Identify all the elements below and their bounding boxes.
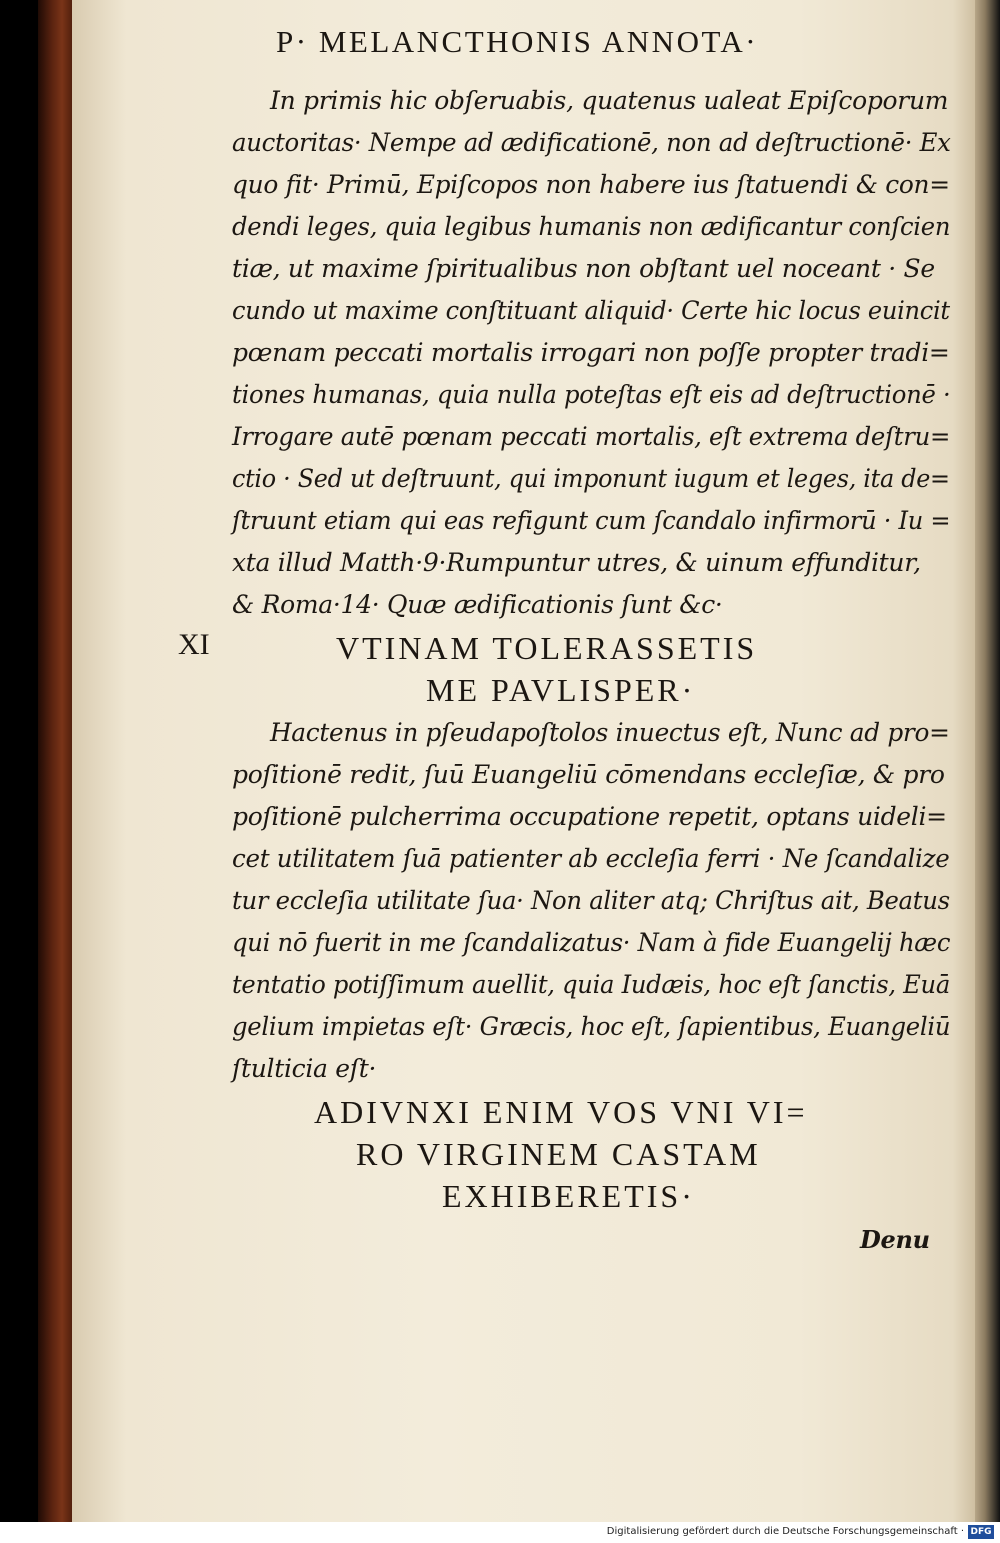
section-heading: RO VIRGINEM CASTAM bbox=[356, 1136, 761, 1172]
margin-numeral: XI bbox=[178, 628, 210, 661]
text-line: qui nō fuerit in me ſcandalizatus· Nam à fide Euangelij hæc bbox=[232, 928, 951, 957]
text-line: tentatio potiſſimum auellit, quia Iudæis, hoc eſt ſanctis, Euā bbox=[232, 970, 950, 999]
text-line: cet utilitatem ſuā patienter ab eccleſia ferri · Ne ſcandalize bbox=[232, 844, 950, 873]
text-line: tiæ, ut maxime ſpiritualibus non obſtant uel noceant · Se bbox=[232, 254, 935, 283]
text-line: cundo ut maxime conſtituant aliquid· Certe hic locus euincit bbox=[232, 296, 950, 325]
text-line: dendi leges, quia legibus humanis non ædificantur conſcien bbox=[232, 212, 951, 241]
catchword: Denu bbox=[860, 1225, 930, 1254]
text-line: tur eccleſia utilitate ſua· Non aliter atq; Chriſtus ait, Beatus bbox=[232, 886, 950, 915]
section-heading: VTINAM TOLERASSETIS bbox=[336, 630, 758, 666]
section-heading: ME PAVLISPER· bbox=[426, 672, 696, 708]
text-line: Irrogare autē pœnam peccati mortalis, eſt extrema deſtru= bbox=[232, 422, 951, 451]
text-line: & Roma·14· Quæ ædificationis ſunt &c· bbox=[232, 590, 723, 619]
section-heading: ADIVNXI ENIM VOS VNI VI= bbox=[314, 1094, 808, 1130]
section-heading: EXHIBERETIS· bbox=[442, 1178, 695, 1214]
running-head: P· MELANCTHONIS ANNOTA· bbox=[276, 24, 759, 59]
footer-credit: Digitalisierung gefördert durch die Deutsche Forschungsgemeinschaft · bbox=[606, 1526, 964, 1537]
page-right-edge bbox=[975, 0, 1000, 1522]
footer-bar bbox=[0, 1522, 1000, 1543]
text-line: auctoritas· Nempe ad ædificationē, non ad deſtructionē· Ex bbox=[232, 128, 951, 157]
text-line: poſitionē redit, ſuū Euangeliū cōmendans eccleſiæ, & pro bbox=[232, 760, 945, 789]
text-line: xta illud Matth·9·Rumpuntur utres, & uinum effunditur, bbox=[232, 548, 921, 577]
text-line: ſtulticia eſt· bbox=[232, 1054, 377, 1083]
text-line: gelium impietas eſt· Græcis, hoc eſt, ſapientibus, Euangeliū bbox=[232, 1012, 951, 1041]
text-line: In primis hic obſeruabis, quatenus ualeat Epiſcoporum bbox=[270, 86, 949, 115]
dfg-logo: DFG bbox=[968, 1525, 994, 1539]
text-line: Hactenus in pſeudapoſtolos inuectus eſt, Nunc ad pro= bbox=[270, 718, 950, 747]
text-line: quo fit· Primū, Epiſcopos non habere ius ſtatuendi & con= bbox=[232, 170, 950, 199]
text-line: ſtruunt etiam qui eas refigunt cum ſcandalo infirmorū · Iu = bbox=[232, 506, 951, 535]
text-line: tiones humanas, quia nulla poteſtas eſt eis ad deſtructionē · bbox=[232, 380, 951, 409]
text-line: pœnam peccati mortalis irrogari non poſſe propter tradi= bbox=[232, 338, 950, 367]
text-line: ctio · Sed ut deſtruunt, qui imponunt iugum et leges, ita de= bbox=[232, 464, 950, 493]
text-line: poſitionē pulcherrima occupatione repetit, optans uideli= bbox=[232, 802, 947, 831]
